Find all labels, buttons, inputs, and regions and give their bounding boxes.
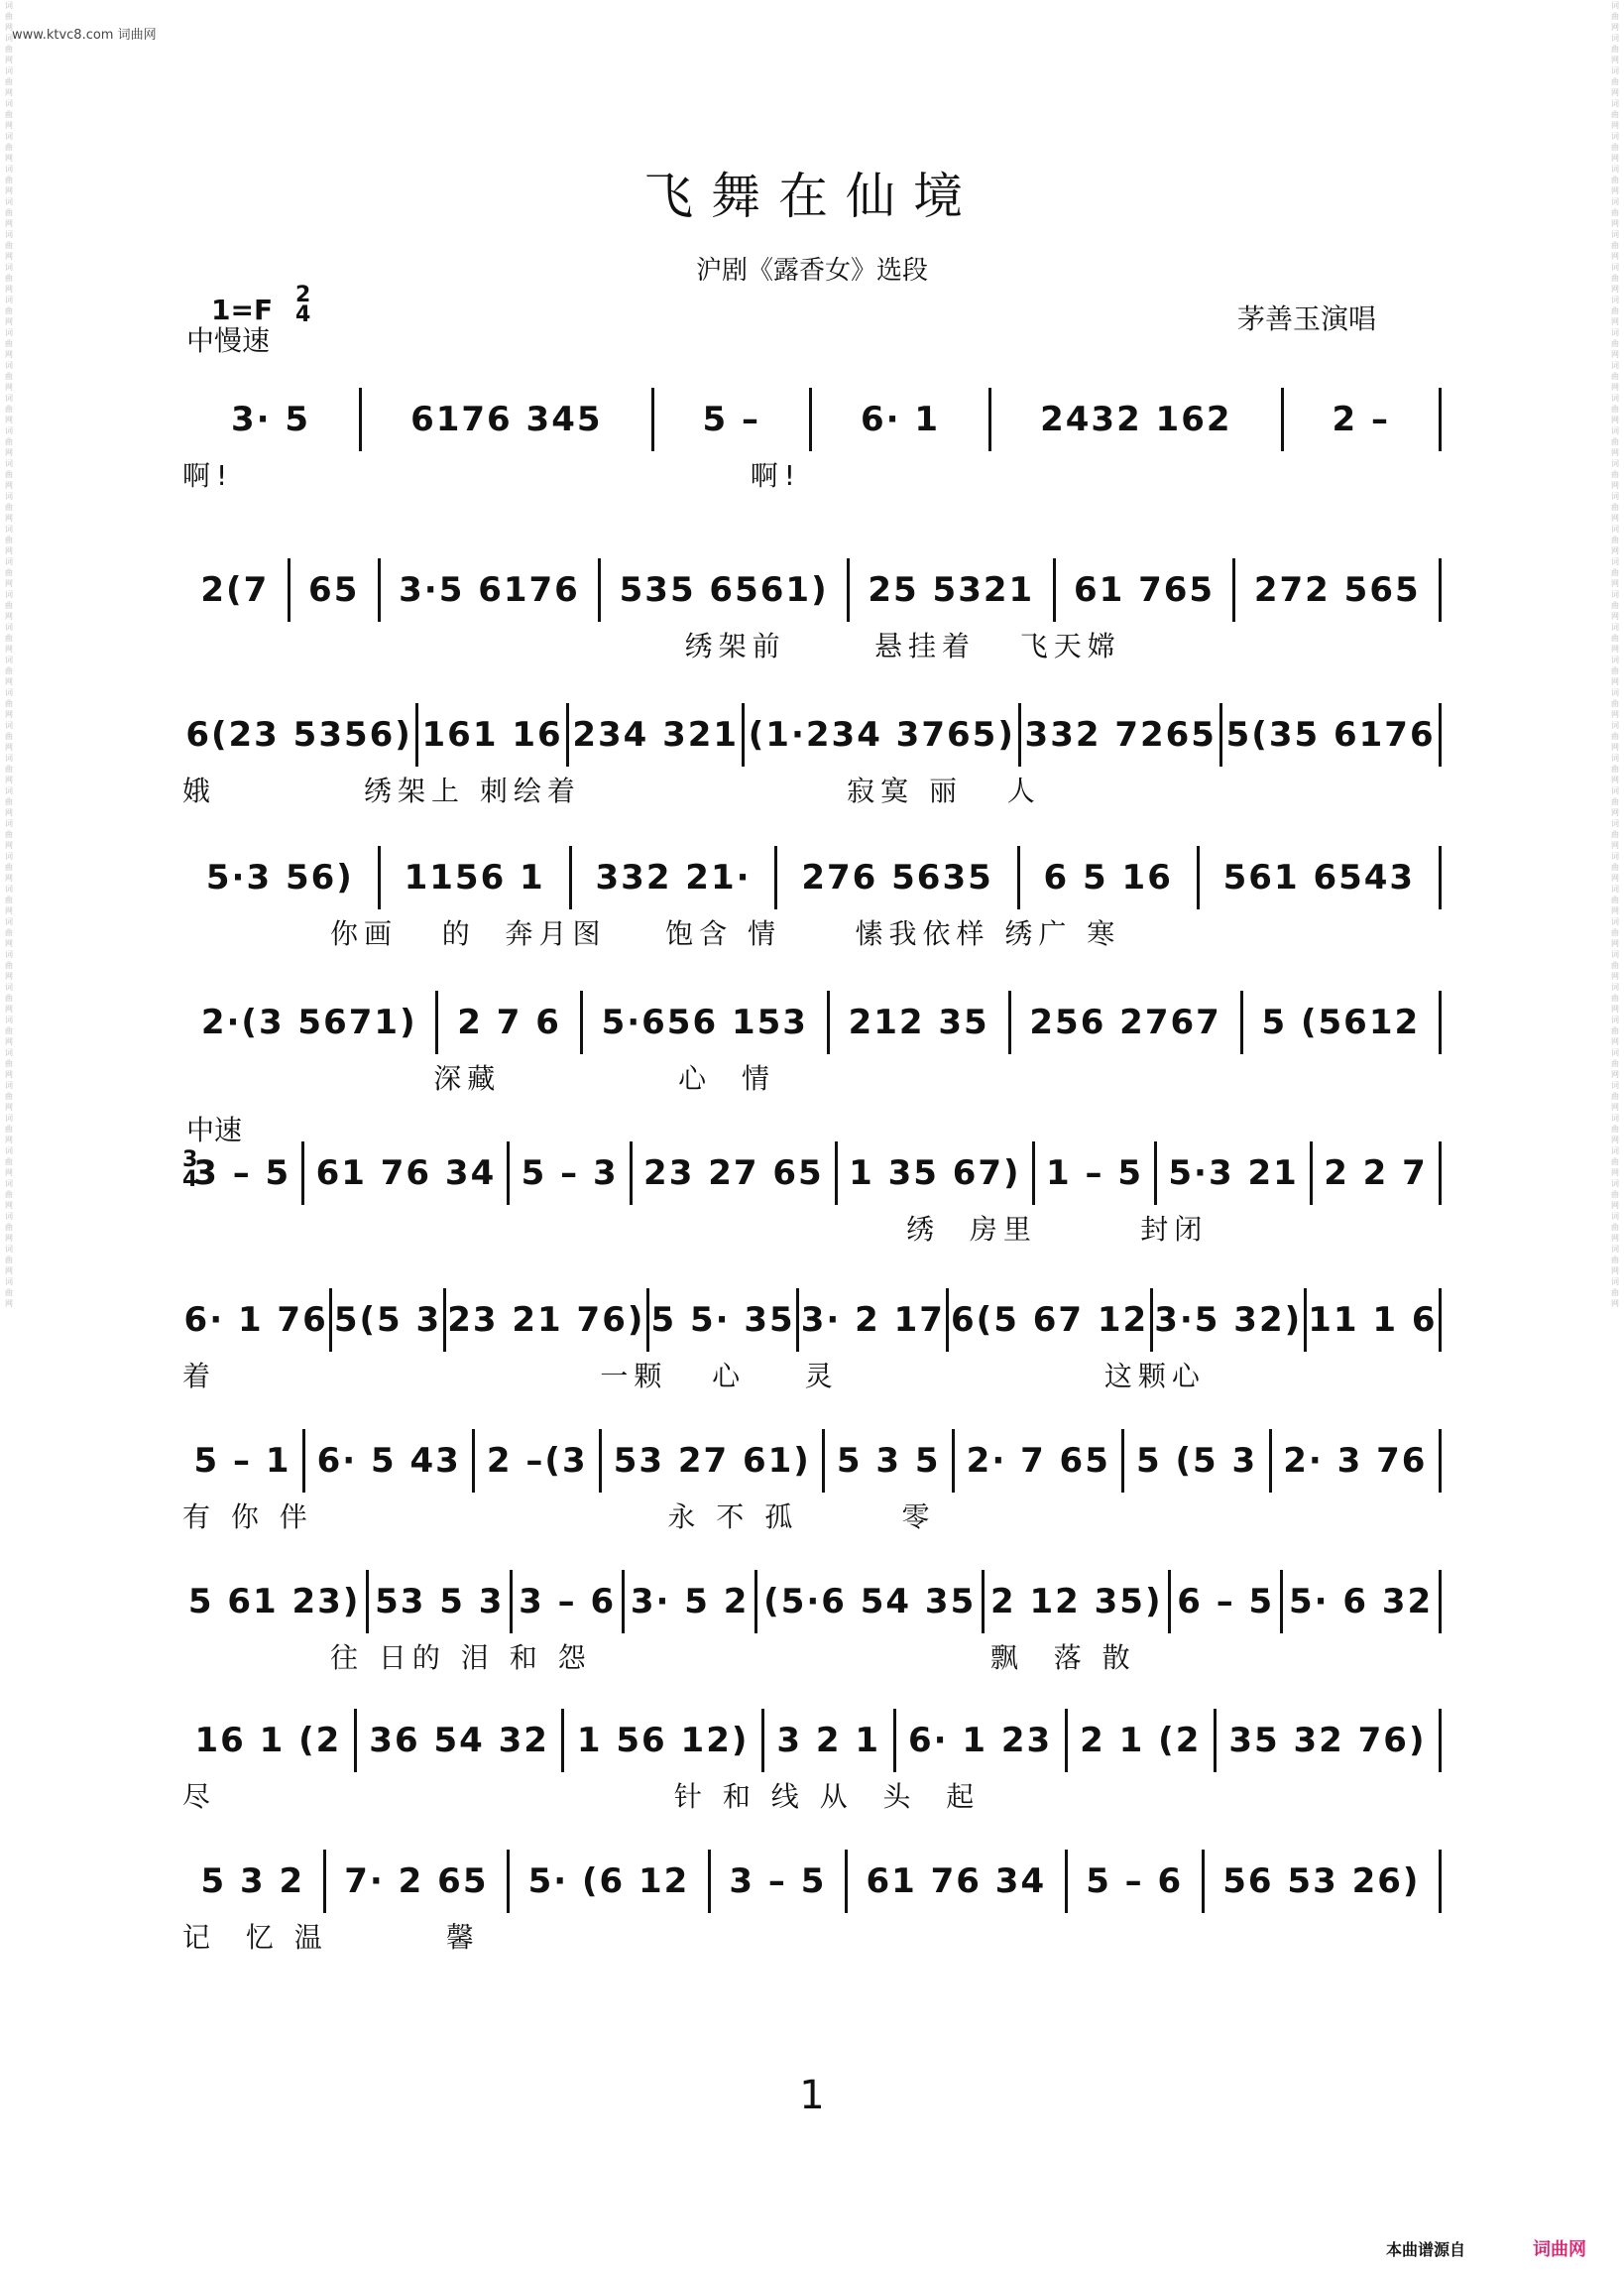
- measure: (5·6 54 35: [763, 1582, 977, 1621]
- measure: 1 56 12): [576, 1721, 750, 1760]
- measure: 5 – 6: [1086, 1861, 1184, 1901]
- measure: 6· 1 23: [907, 1721, 1053, 1760]
- measure: 3 – 6: [519, 1582, 617, 1621]
- measure: 5 – 3: [521, 1153, 619, 1193]
- score-system: [182, 1706, 1442, 1817]
- time-signature: [295, 283, 311, 327]
- measure: 53 27 61): [613, 1441, 811, 1481]
- measure: 535 6561): [619, 570, 829, 610]
- notation-row: [182, 988, 1442, 1057]
- measure: (1·234 3765): [748, 715, 1015, 755]
- notation-row: [182, 1426, 1442, 1496]
- measure: 36 54 32: [369, 1721, 549, 1760]
- key-signature: 1=F: [211, 294, 274, 326]
- measure: 5 3 2: [200, 1861, 305, 1901]
- score-system: [182, 843, 1442, 954]
- measure: 5·3 56): [205, 858, 354, 898]
- score-system: [182, 385, 1442, 496]
- measure: 2 12 35): [989, 1582, 1163, 1621]
- measure: 3·5 32): [1154, 1300, 1303, 1340]
- notation-row: [182, 1567, 1442, 1636]
- barline: [1439, 1141, 1442, 1205]
- measure: 61 765: [1073, 570, 1216, 610]
- lyrics-row: 往 日的 泪 和 怨 飘 落 散: [182, 1641, 1136, 1674]
- measure: 2 2 7: [1324, 1153, 1428, 1193]
- measure: 1 – 5: [1045, 1153, 1143, 1193]
- measure: 5(35 6176: [1225, 715, 1436, 755]
- measure: 5 3 5: [836, 1441, 941, 1481]
- footer-brand: 词曲网: [1533, 2239, 1586, 2260]
- measure: 272 565: [1253, 570, 1421, 610]
- measure: 256 2767: [1029, 1003, 1221, 1042]
- measure: 2432 162: [1040, 400, 1232, 439]
- score-system: [182, 1138, 1442, 1250]
- time-signature-change-top: 3: [182, 1147, 198, 1172]
- lyrics-row: 有 你 伴 永 不 孤 零: [182, 1500, 936, 1533]
- measure: 5· 6 32: [1288, 1582, 1434, 1621]
- lyrics-row: 啊! 啊!: [182, 459, 801, 492]
- barline: [1439, 846, 1442, 909]
- barline: [1439, 1850, 1442, 1913]
- measure: 6· 1 76: [183, 1300, 328, 1340]
- score-system: [182, 555, 1442, 666]
- measure: 276 5635: [801, 858, 993, 898]
- measure: 161 16: [421, 715, 563, 755]
- measure: 6 5 16: [1043, 858, 1173, 898]
- score-system: [182, 1567, 1442, 1678]
- measure: 56 53 26): [1222, 1861, 1421, 1901]
- barline: [1439, 1709, 1442, 1772]
- measure: 3 2 1: [776, 1721, 881, 1760]
- time-signature-bottom: 4: [295, 302, 311, 327]
- measure: 3 – 5: [193, 1153, 291, 1193]
- measure: 5(5 3: [333, 1300, 442, 1340]
- measure: 2· 7 65: [966, 1441, 1110, 1481]
- measure: 23 21 76): [447, 1300, 645, 1340]
- measure: 212 35: [848, 1003, 989, 1042]
- measure: 561 6543: [1222, 858, 1416, 898]
- tempo-marking-change: 中速: [186, 1114, 243, 1146]
- measure: 6(23 5356): [185, 715, 412, 755]
- notation-row: [182, 385, 1442, 454]
- singer-credit: 茅善玉演唱: [1237, 302, 1377, 335]
- measure: 5 5· 35: [650, 1300, 795, 1340]
- measure: 234 321: [572, 715, 740, 755]
- measure: 2·(3 5671): [200, 1003, 417, 1042]
- lyrics-row: 娥 绣架上 刺绘着 寂寞 丽 人: [182, 775, 1041, 807]
- footer-source-label: 本曲谱源自: [1386, 2240, 1466, 2259]
- measure: 5·3 21: [1168, 1153, 1299, 1193]
- measure: 16 1 (2: [194, 1721, 342, 1760]
- measure: 3 – 5: [729, 1861, 827, 1901]
- measure: 2 1 (2: [1080, 1721, 1202, 1760]
- notation-row: [182, 700, 1442, 770]
- measure: 6(5 67 12: [951, 1300, 1149, 1340]
- measure: 61 76 34: [315, 1153, 497, 1193]
- measure: 3· 5 2: [630, 1582, 750, 1621]
- measure: 65: [308, 570, 360, 610]
- score-system: [182, 1285, 1442, 1396]
- score-system: [182, 1847, 1442, 1958]
- measure: 6· 5 43: [316, 1441, 461, 1481]
- lyrics-row: 你画 的 奔月图 饱含 情 愫我依样 绣广 寒: [182, 917, 1121, 950]
- measure: 1 35 67): [849, 1153, 1021, 1193]
- score-subtitle: 沪剧《露香女》选段: [695, 256, 928, 286]
- notation-row: [182, 1285, 1442, 1355]
- measure: 5· (6 12: [527, 1861, 690, 1901]
- measure: 53 5 3: [375, 1582, 505, 1621]
- measure: 61 76 34: [866, 1861, 1047, 1901]
- measure: 6· 1: [861, 400, 941, 439]
- barline: [1439, 991, 1442, 1054]
- measure: 7· 2 65: [344, 1861, 489, 1901]
- measure: 11 1 6: [1308, 1300, 1438, 1340]
- measure: 5 61 23): [187, 1582, 361, 1621]
- measure: 2 7 6: [457, 1003, 561, 1042]
- tempo-marking-start: 中慢速: [186, 324, 271, 357]
- page-number: 1: [799, 2073, 825, 2118]
- measure: 2· 3 76: [1283, 1441, 1428, 1481]
- barline: [1439, 1429, 1442, 1493]
- left-watermark-strip: 词曲网词曲网词曲网词曲网词曲网词曲网词曲网词曲网词曲网词曲网词曲网词曲网词曲网词曲网词曲网词曲网词曲网词曲网词曲网词曲网词曲网词曲网词曲网词曲网词曲网词曲网词曲网词曲网词曲网词曲网词曲网词曲网词曲网词曲网词曲网词曲网词曲网词曲网词曲网词曲网: [5, 1, 13, 1308]
- score-system: [182, 1426, 1442, 1537]
- measure: 3· 2 17: [800, 1300, 945, 1340]
- lyrics-row: 绣 房里 封闭: [182, 1213, 1209, 1246]
- measure: 25 5321: [868, 570, 1035, 610]
- barline: [1439, 388, 1442, 451]
- site-url: www.ktvc8.com 词曲网: [12, 28, 157, 43]
- notation-row: [182, 1847, 1442, 1916]
- measure: 5 (5 3: [1135, 1441, 1258, 1481]
- measure: 332 7265: [1024, 715, 1217, 755]
- measure: 2 –: [1332, 400, 1391, 439]
- notation-row: [182, 555, 1442, 625]
- score-title: 飞舞在仙境: [643, 168, 981, 225]
- notation-row: [182, 1706, 1442, 1775]
- notation-row: [182, 1138, 1442, 1208]
- measure: 1156 1: [404, 858, 545, 898]
- measure: 332 21·: [595, 858, 752, 898]
- time-signature-change-bottom: 4: [182, 1167, 198, 1192]
- measure: 5 –: [702, 400, 761, 439]
- measure: 2 –(3: [486, 1441, 588, 1481]
- barline: [1439, 558, 1442, 622]
- notation-row: [182, 843, 1442, 912]
- barline: [1439, 1288, 1442, 1352]
- barline: [1439, 1570, 1442, 1633]
- measure: 3·5 6176: [399, 570, 580, 610]
- measure: 5·656 153: [601, 1003, 808, 1042]
- score-system: [182, 700, 1442, 811]
- lyrics-row: 绣架前 悬挂着 飞天嫦: [182, 630, 1121, 662]
- lyrics-row: 记 忆 温 馨: [182, 1921, 480, 1954]
- lyrics-row: 着 一颗 心 灵 这颗心: [182, 1360, 1206, 1392]
- right-watermark-strip: 词曲网词曲网词曲网词曲网词曲网词曲网词曲网词曲网词曲网词曲网词曲网词曲网词曲网词曲网词曲网词曲网词曲网词曲网词曲网词曲网词曲网词曲网词曲网词曲网词曲网词曲网词曲网词曲网词曲网词曲网词曲网词曲网词曲网词曲网词曲网词曲网词曲网词曲网词曲网词曲网: [1611, 1, 1619, 1308]
- lyrics-row: 尽 针 和 线 从 头 起: [182, 1780, 981, 1813]
- score-system: [182, 988, 1442, 1099]
- measure: 3· 5: [231, 400, 311, 439]
- measure: 23 27 65: [643, 1153, 824, 1193]
- measure: 2(7: [200, 570, 270, 610]
- measure: 35 32 76): [1228, 1721, 1427, 1760]
- measure: 5 – 1: [193, 1441, 291, 1481]
- measure: 5 (5612: [1261, 1003, 1421, 1042]
- measure: 6176 345: [410, 400, 603, 439]
- lyrics-row: 深藏 心 情: [182, 1062, 775, 1095]
- barline: [1439, 703, 1442, 767]
- time-signature-top: 2: [295, 283, 311, 307]
- measure: 6 – 5: [1177, 1582, 1275, 1621]
